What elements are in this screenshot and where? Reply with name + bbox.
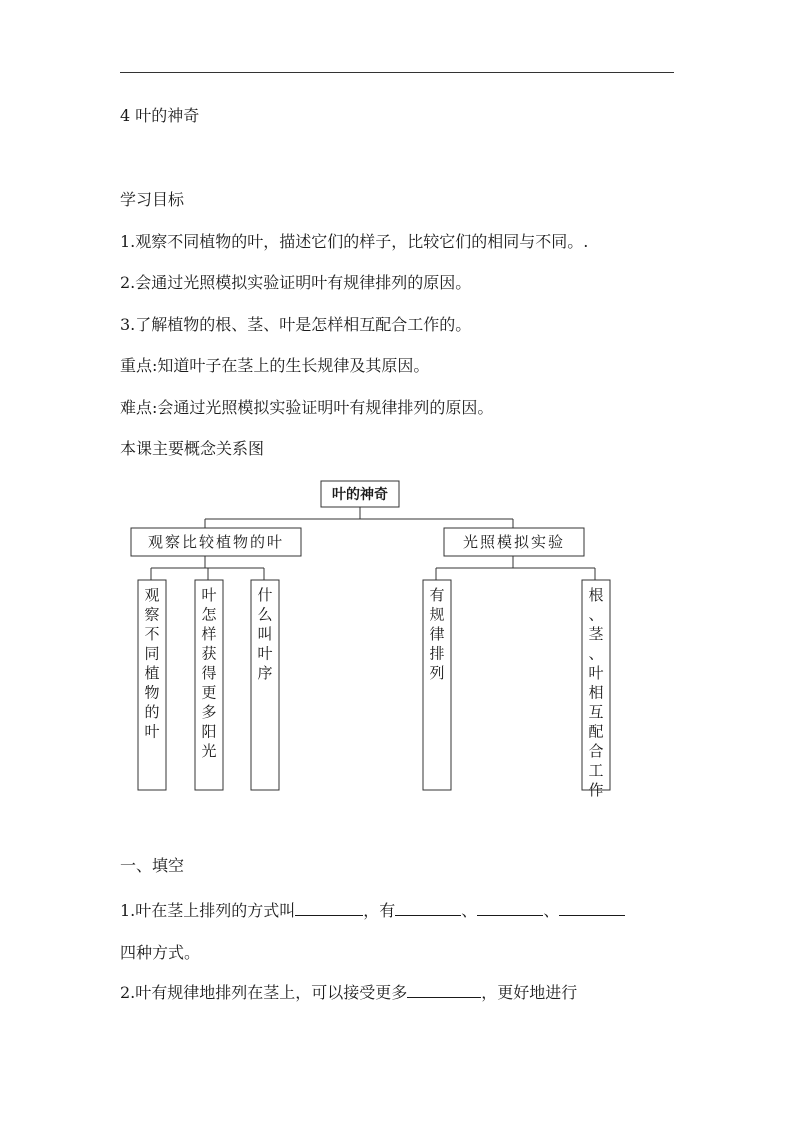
concept-root-label: 叶的神奇 [332, 487, 388, 503]
objective-1: 1.观察不同植物的叶，描述它们的样子，比较它们的相同与不同。. [120, 232, 589, 251]
question-2 [120, 972, 676, 1014]
q1-text-3: 四种方式。 [120, 943, 201, 962]
header-rule [120, 72, 674, 73]
objectives-heading: 学习目标 [120, 190, 185, 209]
q2-text-2: ，更好地进行 [481, 983, 578, 1002]
concept-branch-right-label: 光照模拟实验 [462, 533, 566, 551]
concept-leaf-label-2: 叶怎样获得更多阳光 [201, 586, 217, 760]
objective-3: 3.了解植物的根、茎、叶是怎样相互配合工作的。 [120, 315, 472, 334]
q1-blank-4[interactable] [559, 899, 625, 916]
q2-text-1: 2.叶有规律地排列在茎上，可以接受更多 [120, 983, 408, 1002]
q1-sep-2: 、 [543, 901, 560, 920]
difficult-point: 难点:会通过光照模拟实验证明叶有规律排列的原因。 [120, 398, 494, 417]
concept-branch-left-label: 观察比较植物的叶 [147, 533, 285, 551]
concept-leaf-label-1: 观察不同植物的叶 [144, 586, 160, 741]
q1-blank-2[interactable] [395, 899, 461, 916]
concept-map [120, 470, 604, 800]
concept-leaf-label-3: 什么叫叶序 [257, 586, 273, 682]
q1-text-2: ，有 [363, 901, 396, 920]
q1-sep-1: 、 [461, 901, 478, 920]
q1-blank-1[interactable] [295, 899, 363, 916]
concept-leaf-label-4: 有规律排列 [429, 586, 445, 682]
concept-map-heading: 本课主要概念关系图 [120, 439, 265, 458]
q2-blank-1[interactable] [407, 981, 481, 998]
q1-text-1: 1.叶在茎上排列的方式叫 [120, 901, 296, 920]
exercise-section-title: 一、填空 [120, 856, 185, 875]
q1-blank-3[interactable] [477, 899, 543, 916]
lesson-title: 4 叶的神奇 [120, 106, 200, 125]
objective-2: 2.会通过光照模拟实验证明叶有规律排列的原因。 [120, 273, 472, 292]
key-point: 重点:知道叶子在茎上的生长规律及其原因。 [120, 356, 430, 375]
question-1 [120, 890, 676, 974]
concept-leaf-label-5: 根、茎、叶相互配合工作 [588, 586, 604, 799]
